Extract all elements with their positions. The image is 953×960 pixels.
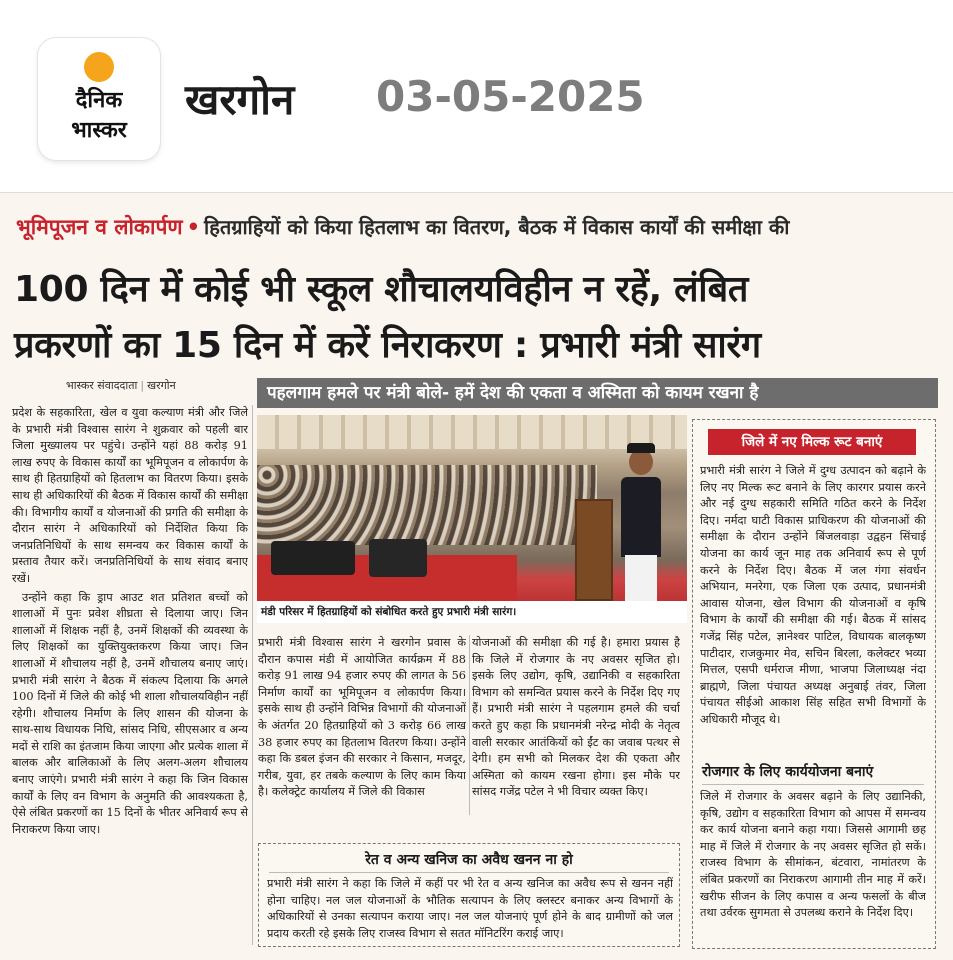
dainik-bhaskar-logo [38, 38, 160, 160]
heading-rule [269, 872, 669, 873]
photo-podium [575, 499, 613, 601]
mining-box-heading: रेत व अन्य खनिज का अवैध खनन ना हो [365, 852, 573, 868]
logo-line-2: भास्कर [71, 118, 127, 143]
photo-crowd [257, 465, 597, 545]
kicker-label: भूमिपूजन व लोकार्पण [16, 215, 183, 239]
event-photo [257, 415, 687, 601]
article-column-3: योजनाओं की समीक्षा की गई है। हमारा प्रयास है कि जिले में रोजगार के नए अवसर सृजित हो। इसके लिए उद्योग, कृषि, उद्यानिकी व सहकारिता विभाग को समन्वित प्रयास करने के निर्देश दिए गए हैं। प्रभारी मंत्री सारंग ने पहलगाम हमले की चर्चा करते हुए कहा कि प्रधानमंत्री नरेन्द्र मोदी के नेतृत्व वाली सरकार आतंकियों को ईंट का जवाब पत्थर से देगी। हम सभी को मिलकर देश की एकता और अस्मिता को कायम रखना होगा। इस मौके पर सांसद गजेंद्र पटेल ने भी विचार व्यक्त किए। [472, 636, 680, 799]
speaker-jacket [621, 477, 661, 557]
byline-separator: | [140, 379, 145, 392]
logo-line-1: दैनिक [75, 88, 123, 113]
headline-line-1: 100 दिन में कोई भी स्कूल शौचालयविहीन न रहें, लंबित [14, 269, 749, 310]
photo-caption: मंडी परिसर में हितग्राहियों को संबोधित करते हुए प्रभारी मंत्री सारंग। [257, 601, 687, 623]
edition-date: 03-05-2025 [376, 72, 645, 121]
column-1-paragraph-2: उन्होंने कहा कि ड्राप आउट शत प्रतिशत बच्चों को शालाओं में पुनः प्रवेश शीघ्रता से दिलाया जाए। जिन शालाओं में शिक्षक नहीं है, उनमें शिक्षकों की व्यवस्था के लिए शिक्षकों का युक्तियुक्तकरण किया जाए। जिन शालाओं में शौचालय नहीं है, उनमें शौचालय बनाए जाएं। प्रभारी मंत्री सारंग ने बैठक में संकल्प दिलाया कि अगले 100 दिनों में जिले की कोई भी शाला शौचालयविहीन नहीं रहेगी। शौचालय निर्माण के लिए शासन की योजना के साथ-साथ विधायक निधि, सांसद निधि, सीएसआर व अन्य मदों से राशि का इंतजाम किया जाएगा और प्रत्येक शाला में बालक और बालिकाओं के लिए अलग-अलग शौचालय बनाए जाएंगे। प्रभारी मंत्री सारंग ने कहा कि जिन विकास कार्यों के लिए वन विभाग के अनुमति की आवश्यकता है, ऐसे लंबित प्रकरणों का 15 दिनों के भीतर अनिवार्य रूप से निराकरण किया जाए। [12, 590, 248, 836]
milk-route-heading: जिले में नए मिल्क रूट बनाएं [708, 429, 916, 455]
headline-line-2: प्रकरणों का 15 दिन में करें निराकरण : प्रभारी मंत्री सारंग [14, 325, 761, 366]
column-divider [252, 405, 253, 945]
speaker-cap [627, 443, 655, 453]
employment-heading: रोजगार के लिए कार्ययोजना बनाएं [702, 759, 924, 785]
kicker-row [16, 213, 946, 249]
column-divider [469, 635, 470, 815]
photo-camera [369, 539, 427, 577]
byline-city: खरगोन [147, 379, 176, 392]
subhead-banner: पहलगाम हमले पर मंत्री बोले- हमें देश की एकता व अस्मिता को कायम रखना है [257, 378, 938, 408]
kicker-text: हितग्राहियों को किया हितलाभ का वितरण, बैठक में विकास कार्यों की समीक्षा की [204, 215, 790, 239]
article-column-2: प्रभारी मंत्री विश्वास सारंग ने खरगोन प्रवास के दौरान कपास मंडी में आयोजित कार्यक्रम में 88 करोड़ 91 लाख 94 हजार रुपए की लागत के 56 निर्माण कार्यों का भूमिपूजन व लोकार्पण किया। इसके साथ ही उन्होंने विभिन्न विभागों की योजनाओं के अंतर्गत 20 हितग्राहियों को 3 करोड़ 66 लाख 38 हजार रुपए का हितलाभ वितरण किया। उन्होंने कहा कि डबल इंजन की सरकार ने किसान, मजदूर, गरीब, युवा, हर तबके कल्याण के लिए काम किया है। कलेक्ट्रेट कार्यालय में जिले की विकास [258, 636, 466, 799]
mining-box-text: प्रभारी मंत्री सारंग ने कहा कि जिले में कहीं पर भी रेत व अन्य खनिज का अवैध रूप से खनन नहीं होना चाहिए। नल जल योजनाओं के भौतिक सत्यापन के लिए क्लस्टर बनाकर अन्य विभागों के अधिकारियों से उनका सत्यापन कराया जाए। नल जल योजनाएं पूर्ण होने के बाद ग्रामीणों को जल प्रदाय करती रहे इसके लिए राजस्व विभाग से सतत मॉनिटरिंग कराई जाए। [267, 877, 673, 940]
byline [66, 378, 176, 393]
byline-source: भास्कर संवाददाता [66, 379, 138, 392]
milk-route-text: प्रभारी मंत्री सारंग ने जिले में दुग्ध उत्पादन को बढ़ाने के लिए नए मिल्क रूट बनाने के लिए कारगर प्रयास करने और नई दुग्ध सहकारी समिति गठित करने के निर्देश दिए। नर्मदा घाटी विकास प्राधिकरण की योजनाओं की समीक्षा के दौरान उन्होंने बिंजलवाड़ा उद्वहन सिंचाई योजना का कार्य जून माह तक अनिवार्य रूप से पूर्ण करने के निर्देश दिए। बैठक में जल गंगा संवर्धन अभियान, मनरेगा, एक जिला एक उत्पाद, प्रधानमंत्री आवास योजना, खेल विभाग की योजनाओं व कृषि विभाग के कार्यों की समीक्षा की गई। बैठक में सांसद गजेंद्र सिंह पटेल, ज्ञानेश्वर पाटिल, विधायक बालकृष्ण पाटीदार, राजकुमार मेव, सचिन बिरला, कलेक्टर भव्या मित्तल, एसपी धर्मराज मीणा, भाजपा जिलाध्यक्ष नंदा ब्राह्मणे, जिला पंचायत अध्यक्ष अनुबाई तंवर, जिला पंचायत सीईओ आकाश सिंह सहित सभी विभागों के अधिकारी मौजूद थे। [700, 464, 926, 726]
employment-text: जिले में रोजगार के अवसर बढ़ाने के लिए उद्यानिकी, कृषि, उद्योग व सहकारिता विभाग को आपस में समन्वय कर कार्य योजना बनाने कहा गया। जिससे आगामी छह माह में जिले में रोजगार के नए अवसर सृजित हो सकें। राजस्व विभाग के सीमांकन, बंटवारा, नामांतरण के लंबित प्रकरणों का निराकरण आगामी तीन माह में करें। खरीफ सीजन के लिए कपास व अन्य फसलों के बीज तथा उर्वरक सुगमता से उपलब्ध कराने के निर्देश दिए। [700, 790, 926, 920]
page-header [0, 0, 953, 190]
speaker-kurta [625, 555, 657, 601]
column-1-paragraph-1: प्रदेश के सहकारिता, खेल व युवा कल्याण मंत्री और जिले के प्रभारी मंत्री विश्वास सारंग ने शुक्रवार को पहली बार जिला मुख्यालय पर पहुंचे। उन्होंने यहां 88 करोड़ 91 लाख रुपए के विकास कार्यों का भूमिपूजन व लोकार्पण के साथ ही हितग्राहियों को हितलाभ का वितरण किया। इसके साथ ही अधिकारियों की बैठक में विकास कार्यों की समीक्षा की। विभागीय कार्यों व योजनाओं की प्रगति की समीक्षा के दौरान सारंग ने अधिकारियों को निर्देशित किया कि जनप्रतिनिधियों के साथ समन्वय कर विकास कार्यों के प्रस्ताव तैयार करें। जनप्रतिनिधियों के साथ संवाद बनाए रखें। [12, 406, 248, 585]
sun-icon [84, 52, 114, 82]
article-column-1 [12, 405, 248, 945]
photo-speaker [617, 443, 665, 601]
kicker-bullet: • [186, 215, 201, 239]
photo-camera [271, 541, 355, 575]
mining-box [258, 843, 680, 947]
newspaper-clipping [0, 192, 953, 960]
edition-city: खरगोन [185, 75, 295, 124]
